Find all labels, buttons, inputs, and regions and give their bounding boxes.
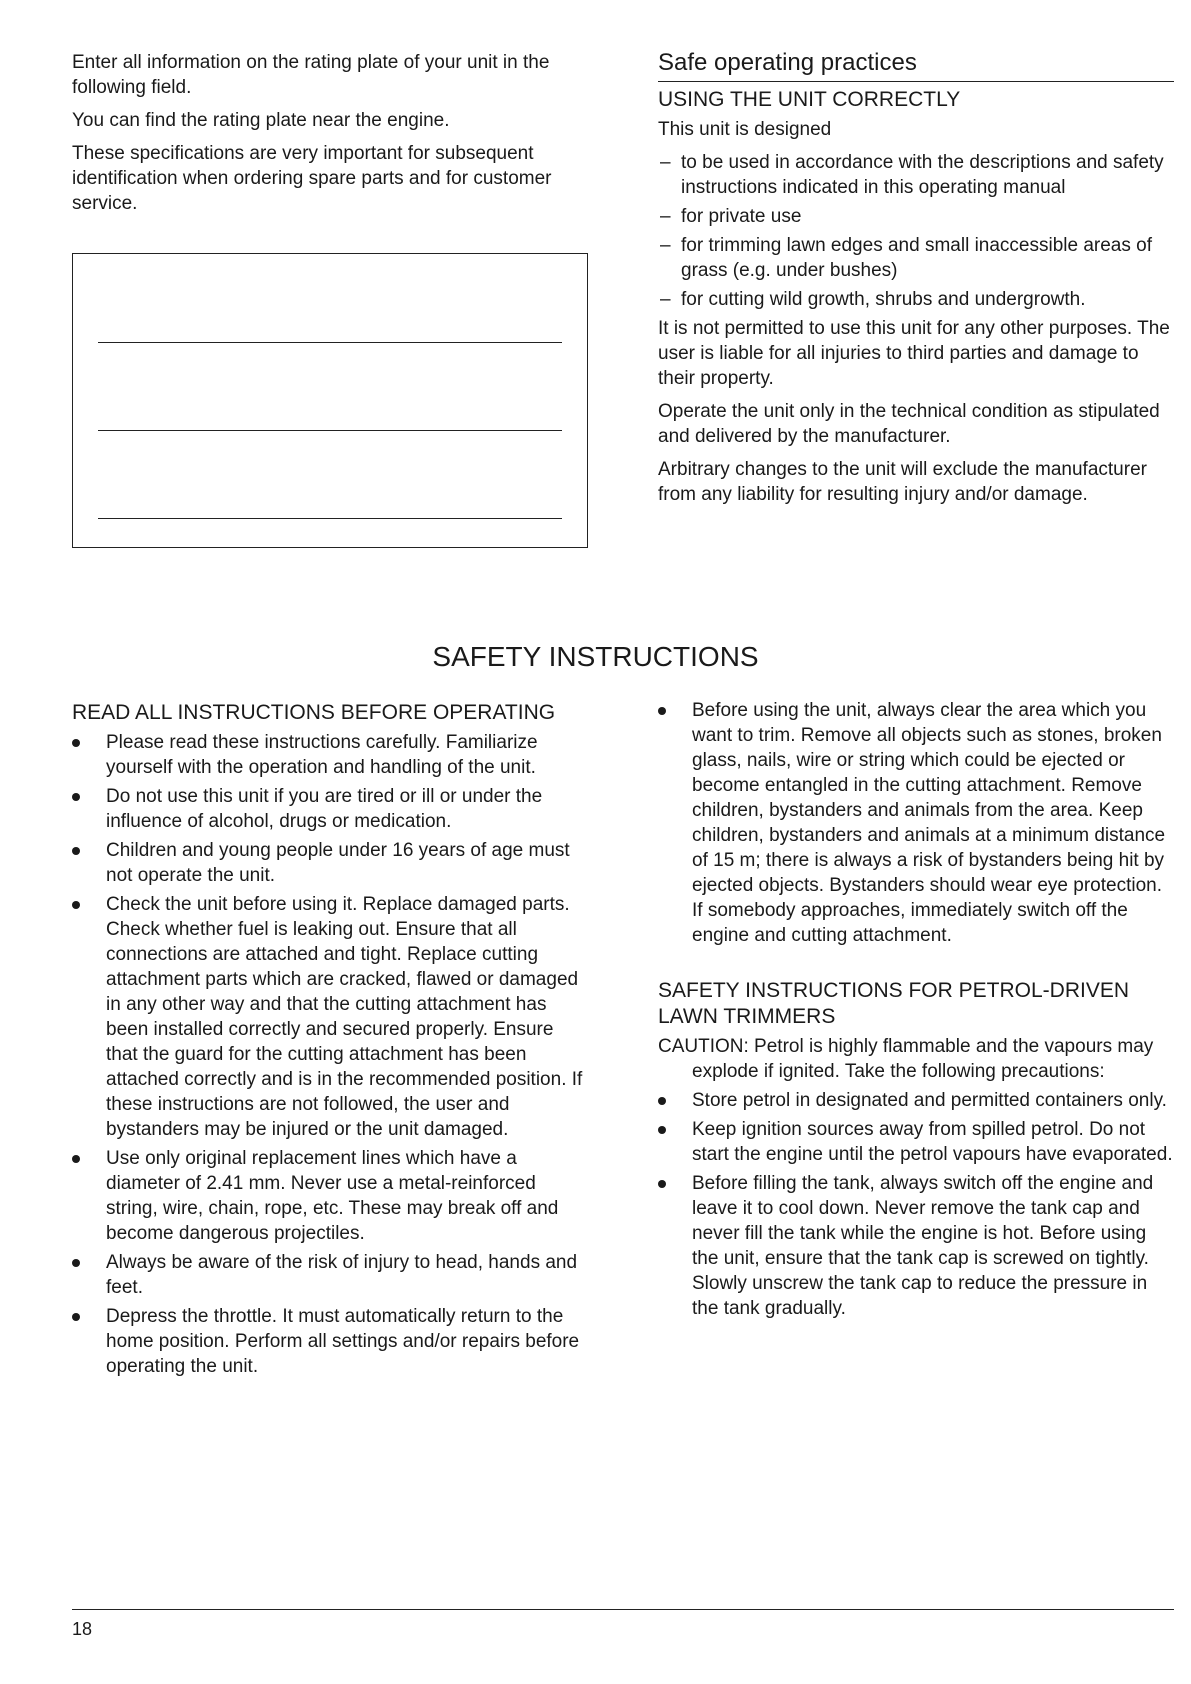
safety-instructions-title: SAFETY INSTRUCTIONS: [432, 641, 759, 672]
bullet-icon: [658, 1126, 666, 1134]
bullet-icon: [658, 707, 666, 715]
safety-list: [72, 730, 588, 1379]
subsection-heading: USING THE UNIT CORRECTLY: [658, 88, 961, 111]
clear-area-list: [658, 698, 1174, 948]
caution-paragraph: CAUTION: Petrol is highly flammable and the vapours may explode if ignited. Take the following precautions:: [658, 1036, 1154, 1082]
designed-intro: This unit is designed: [658, 119, 832, 140]
list-item: Children and young people under 16 years of age must not operate the unit.: [72, 838, 588, 888]
bullet-icon: [72, 1313, 80, 1321]
bullet-icon: [72, 1155, 80, 1163]
page-number: 18: [72, 1619, 93, 1639]
caution-label: CAUTION:: [658, 1036, 749, 1057]
list-item: Please read these instructions carefully. Familiarize yourself with the operation and handling of the unit.: [72, 730, 588, 780]
bullet-icon: [72, 901, 80, 909]
safety-right-column: [658, 698, 1174, 1325]
rating-plate-field[interactable]: [72, 253, 588, 548]
bullet-icon: [658, 1180, 666, 1188]
body-paragraph: Arbitrary changes to the unit will exclude the manufacturer from any liability for resulting injury and/or damage.: [658, 459, 1147, 505]
list-item: Use only original replacement lines which have a diameter of 2.41 mm. Never use a metal-reinforced string, wire, chain, rope, etc. These may break off and become dangerous projectiles.: [72, 1146, 588, 1246]
list-item: – for cutting wild growth, shrubs and undergrowth.: [658, 287, 1174, 312]
footer-rule: [72, 1609, 1174, 1610]
intro-paragraph: You can find the rating plate near the engine.: [72, 110, 450, 131]
list-item: – for private use: [658, 204, 1174, 229]
intro-paragraph: Enter all information on the rating plate of your unit in the following field.: [72, 52, 550, 98]
rating-plate-line: [98, 342, 562, 343]
read-all-instructions: [72, 700, 588, 1383]
safe-operating-practices: [658, 48, 1174, 515]
list-item: Before using the unit, always clear the area which you want to trim. Remove all objects such as stones, broken glass, nails, wire or string which could be ejected or become entangled in the cutting attachment. Remove children, bystanders and animals from the area. Keep children, bystanders and animals at a minimum distance of 15 m; there is always a risk of bystanders being hit by ejected objects. Bystanders should wear eye protection. If somebody approaches, immediately switch off the engine and cutting attachment.: [658, 698, 1174, 948]
bullet-icon: [72, 739, 80, 747]
list-item: Before filling the tank, always switch off the engine and leave it to cool down. Never remove the tank cap and never fill the tank while the engine is hot. Before using the unit, ensure that the tank cap is screwed on tightly. Slowly unscrew the tank cap to reduce the pressure in the tank gradually.: [658, 1171, 1174, 1321]
rating-plate-line: [98, 518, 562, 519]
rating-plate-line: [98, 430, 562, 431]
heading-rule: [658, 81, 1174, 82]
subsection-heading: READ ALL INSTRUCTIONS BEFORE OPERATING: [72, 701, 556, 724]
petrol-list: [658, 1088, 1174, 1321]
intro-paragraph: These specifications are very important for subsequent identification when ordering spare parts and for customer service.: [72, 143, 552, 214]
list-item: – for trimming lawn edges and small inaccessible areas of grass (e.g. under bushes): [658, 233, 1174, 283]
rating-plate-intro: [72, 50, 582, 224]
list-item: – to be used in accordance with the descriptions and safety instructions indicated in this operating manual: [658, 150, 1174, 200]
bullet-icon: [72, 1259, 80, 1267]
list-item: Depress the throttle. It must automatically return to the home position. Perform all settings and/or repairs before operating the unit.: [72, 1304, 588, 1379]
list-item: Check the unit before using it. Replace damaged parts. Check whether fuel is leaking out. Ensure that all connections are attached and tight. Replace cutting attachment parts which are cracked, flawed or damaged in any other way and that the cutting attachment has been installed correctly and secured properly. Ensure that the guard for the cutting attachment has been attached correctly and is in the recommended position. If these instructions are not followed, the user and bystanders may be injured or the unit damaged.: [72, 892, 588, 1142]
intended-use-list: [658, 150, 1174, 312]
list-item: Store petrol in designated and permitted containers only.: [658, 1088, 1174, 1113]
section-heading: Safe operating practices: [658, 49, 917, 76]
list-item: Keep ignition sources away from spilled petrol. Do not start the engine until the petrol vapours have evaporated.: [658, 1117, 1174, 1167]
subsection-heading: SAFETY INSTRUCTIONS FOR PETROL-DRIVEN LAWN TRIMMERS: [658, 979, 1129, 1028]
body-paragraph: It is not permitted to use this unit for any other purposes. The user is liable for all injuries to third parties and damage to their property.: [658, 318, 1170, 389]
bullet-icon: [72, 793, 80, 801]
list-item: Do not use this unit if you are tired or ill or under the influence of alcohol, drugs or medication.: [72, 784, 588, 834]
body-paragraph: Operate the unit only in the technical condition as stipulated and delivered by the manufacturer.: [658, 401, 1160, 447]
bullet-icon: [658, 1097, 666, 1105]
bullet-icon: [72, 847, 80, 855]
list-item: Always be aware of the risk of injury to head, hands and feet.: [72, 1250, 588, 1300]
